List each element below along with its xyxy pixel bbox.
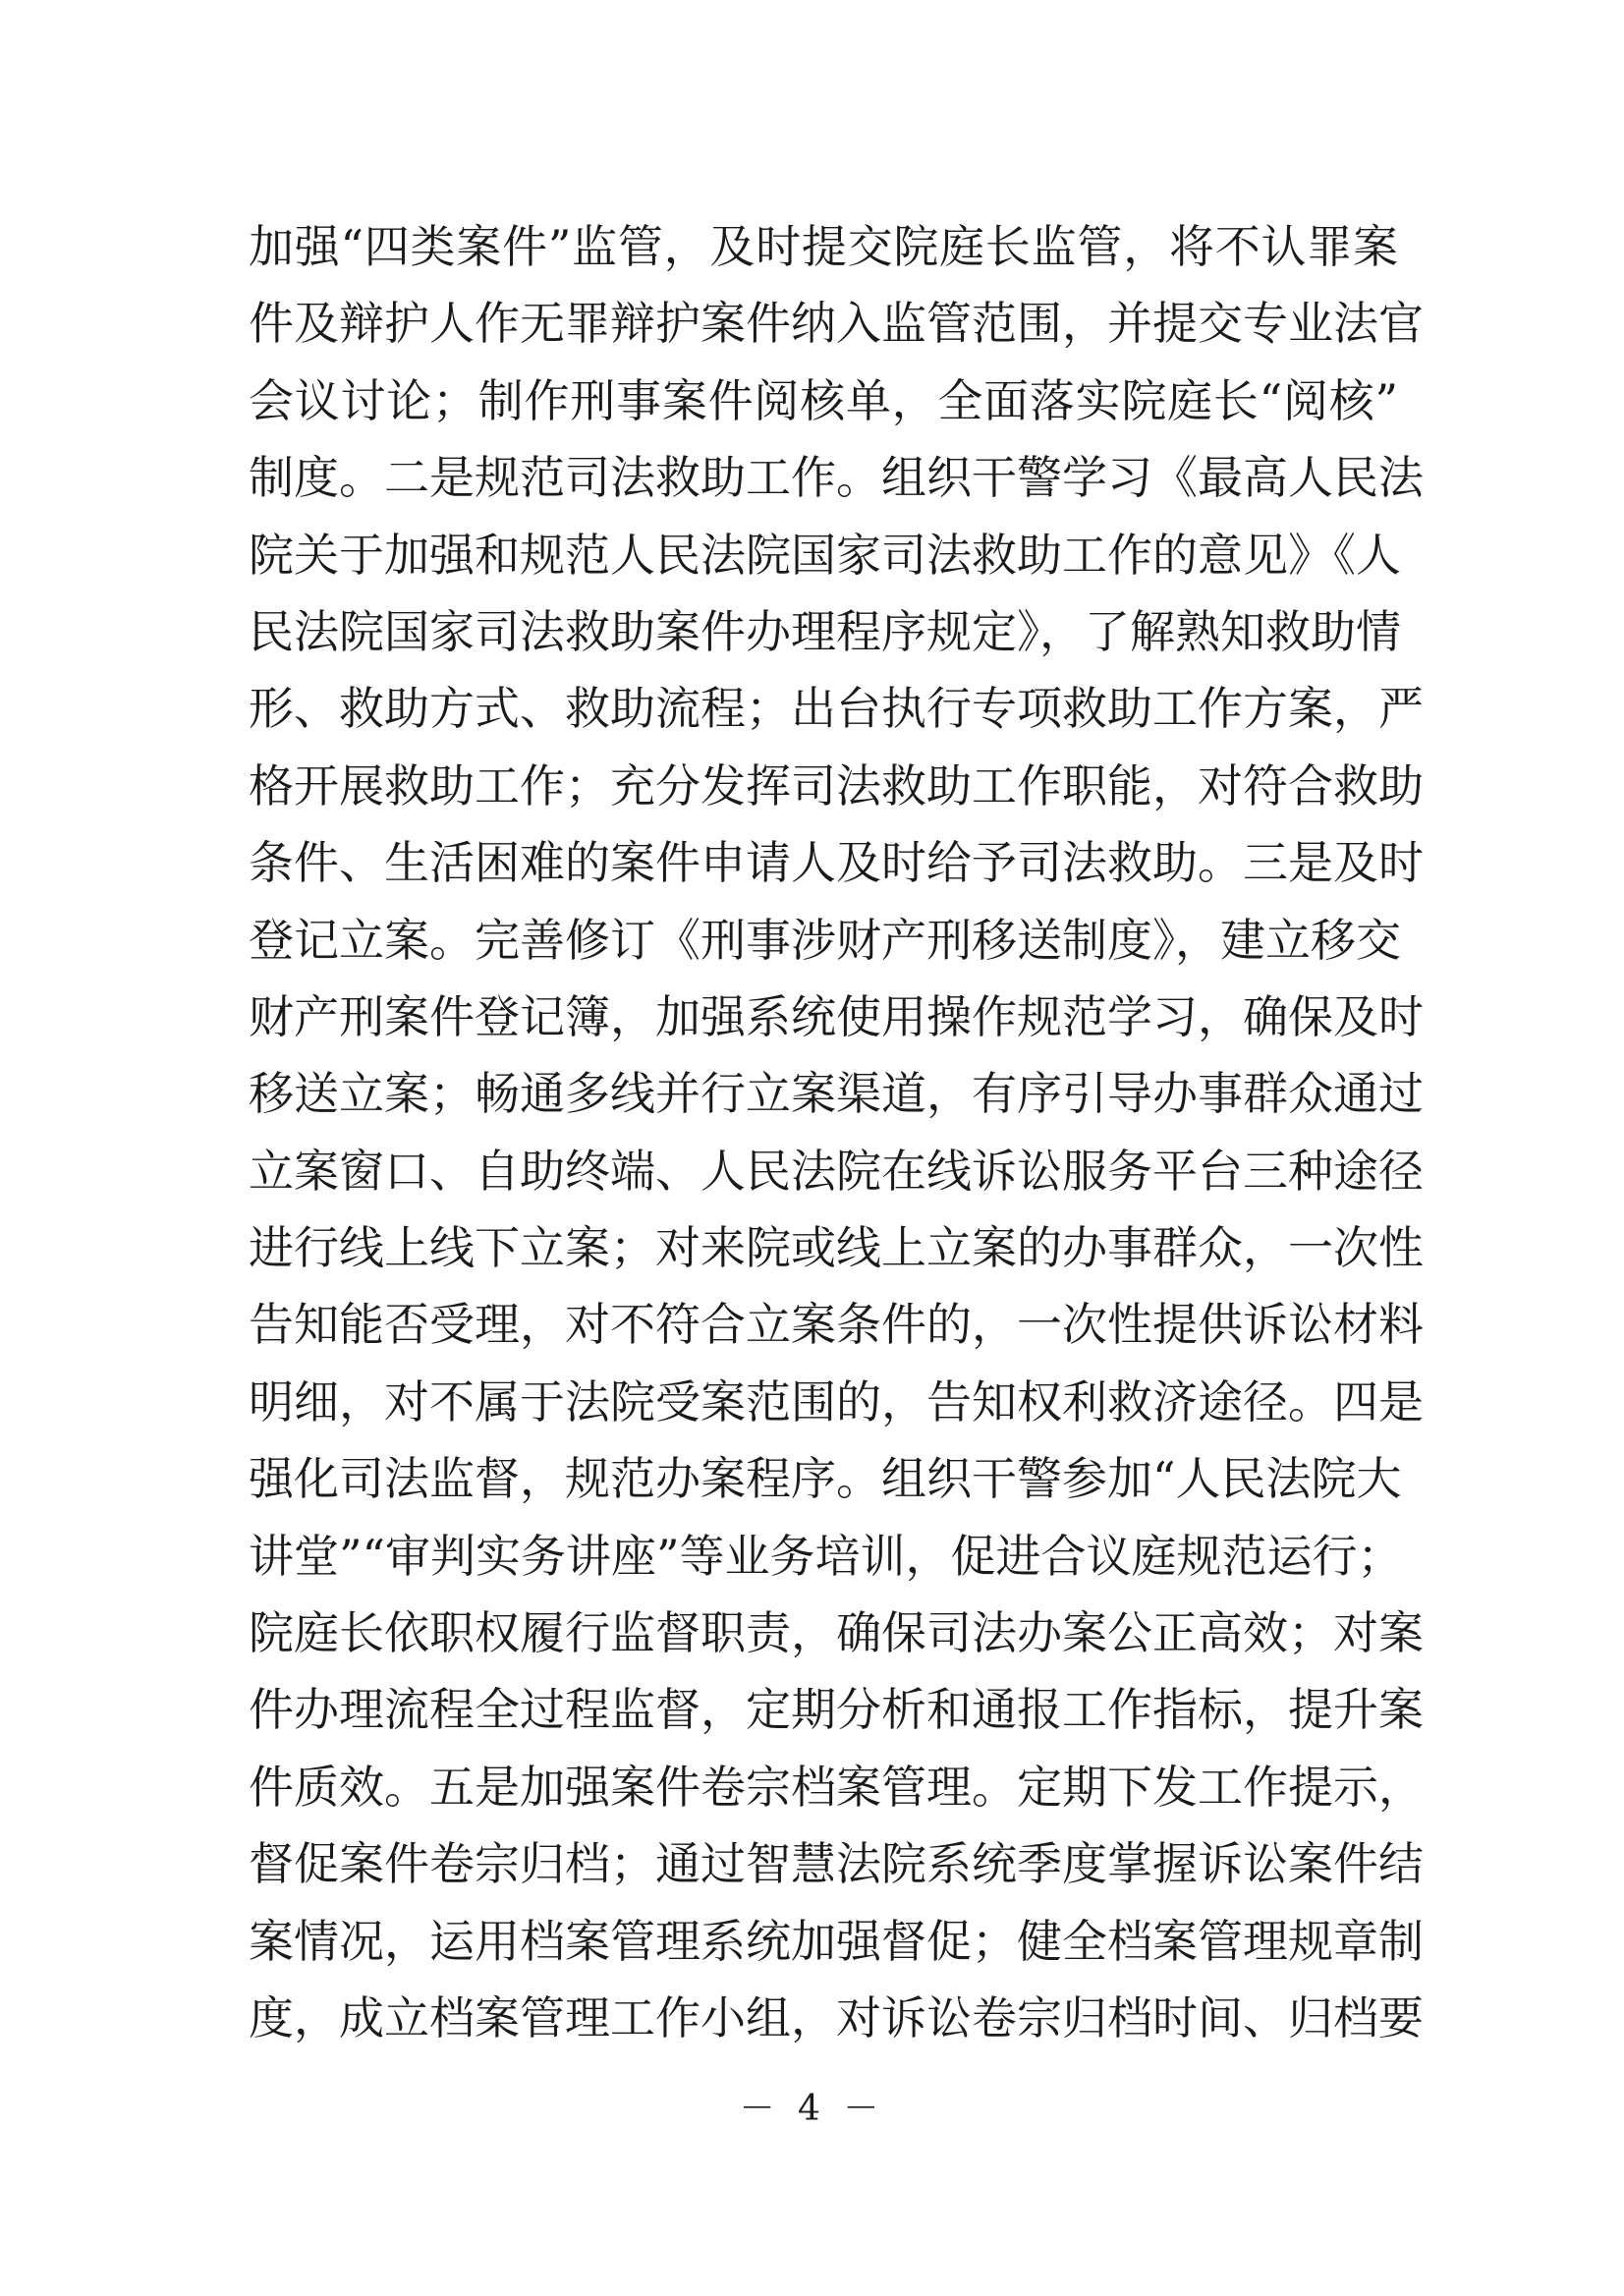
text-line: 件办理流程全过程监督，定期分析和通报工作指标，提升案 xyxy=(249,1683,1424,1737)
text-line: 财产刑案件登记簿，加强系统使用操作规范学习，确保及时 xyxy=(249,989,1424,1043)
text-line: 度，成立档案管理工作小组，对诉讼卷宗归档时间、归档要 xyxy=(249,1990,1424,2044)
text-line: 民法院国家司法救助案件办理程序规定》，了解熟知救助情 xyxy=(249,604,1401,658)
text-line: 强化司法监督，规范办案程序。组织干警参加“人民法院大 xyxy=(249,1452,1402,1506)
text-line: 讲堂”“审判实务讲座”等业务培训，促进合议庭规范运行； xyxy=(249,1529,1403,1583)
text-line: 移送立案；畅通多线并行立案渠道，有序引导办事群众通过 xyxy=(249,1067,1424,1121)
text-line: 加强“四类案件”监管，及时提交院庭长监管，将不认罪案 xyxy=(249,220,1398,273)
text-line: 进行线上线下立案；对来院或线上立案的办事群众，一次性 xyxy=(249,1221,1424,1275)
text-line: 登记立案。完善修订《刑事涉财产刑移送制度》，建立移交 xyxy=(249,913,1401,967)
text-line: 格开展救助工作；充分发挥司法救助工作职能，对符合救助 xyxy=(249,758,1424,812)
text-line: 院庭长依职权履行监督职责，确保司法办案公正高效；对案 xyxy=(249,1606,1424,1660)
text-line: 制度。二是规范司法救助工作。组织干警学习《最高人民法 xyxy=(249,451,1424,505)
text-line: 告知能否受理，对不符合立案条件的，一次性提供诉讼材料 xyxy=(249,1298,1424,1352)
text-line: 督促案件卷宗归档；通过智慧法院系统季度掌握诉讼案件结 xyxy=(249,1837,1424,1891)
text-line: 件及辩护人作无罪辩护案件纳入监管范围，并提交专业法官 xyxy=(249,297,1424,351)
text-line: 立案窗口、自助终端、人民法院在线诉讼服务平台三种途径 xyxy=(249,1144,1424,1198)
text-line: 明细，对不属于法院受案范围的，告知权利救济途径。四是 xyxy=(249,1374,1424,1428)
text-line: 件质效。五是加强案件卷宗档案管理。定期下发工作提示， xyxy=(249,1760,1424,1814)
page-number: － 4 － xyxy=(739,2089,885,2129)
text-line: 条件、生活困难的案件申请人及时给予司法救助。三是及时 xyxy=(249,836,1424,890)
text-line: 院关于加强和规范人民法院国家司法救助工作的意见》《人 xyxy=(249,528,1401,582)
text-line: 会议讨论；制作刑事案件阅核单，全面落实院庭长“阅核” xyxy=(249,373,1398,427)
text-line: 形、救助方式、救助流程；出台执行专项救助工作方案，严 xyxy=(249,682,1424,736)
body-text xyxy=(249,208,1424,2056)
text-line: 案情况，运用档案管理系统加强督促；健全档案管理规章制 xyxy=(249,1914,1424,1968)
